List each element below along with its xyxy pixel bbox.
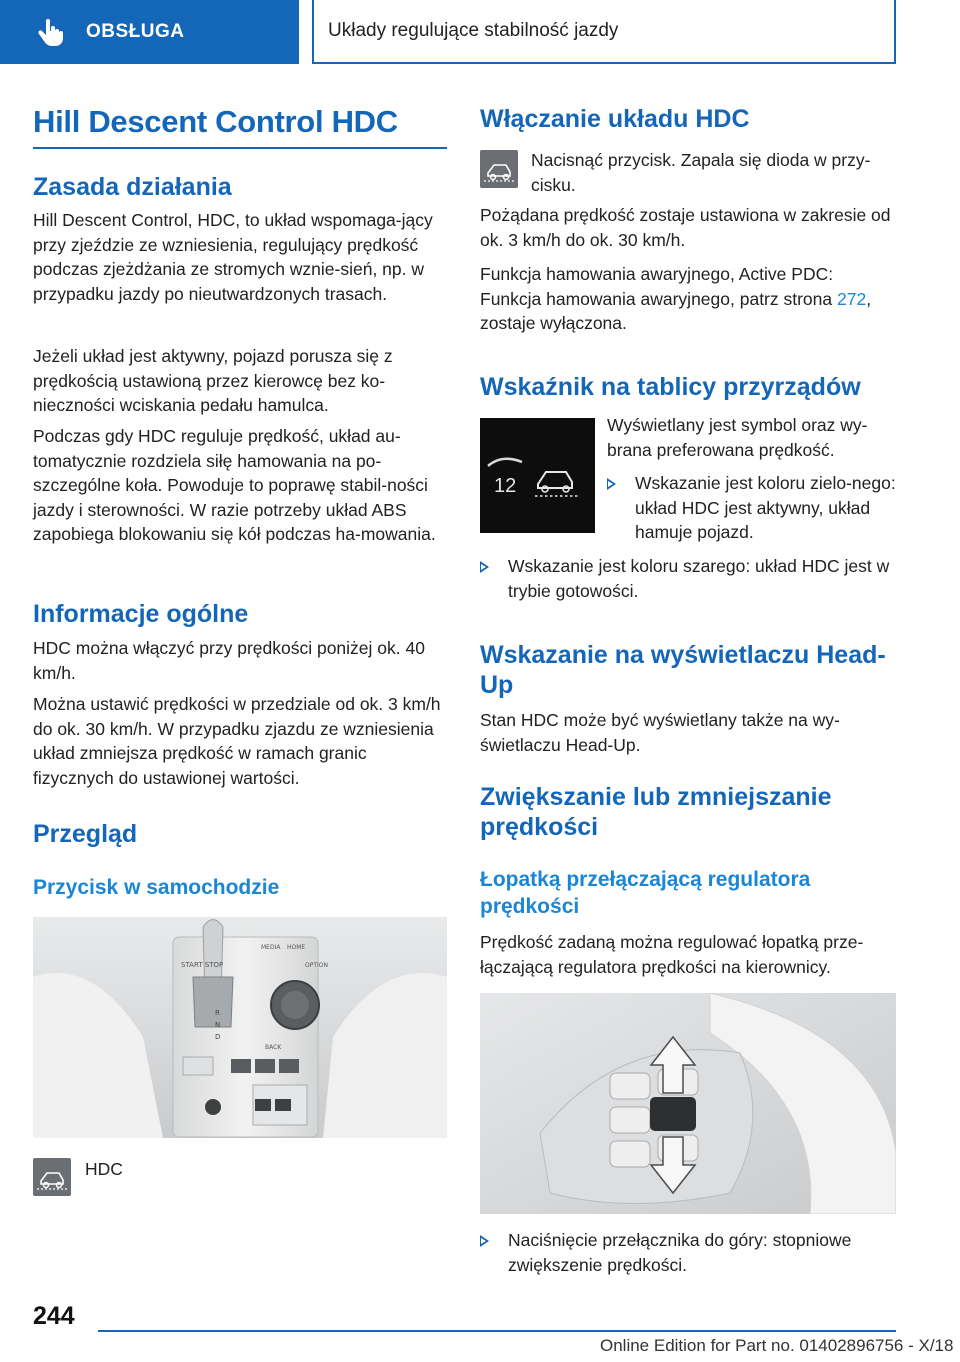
hdc-button-icon — [480, 150, 518, 188]
footer-rule — [98, 1330, 896, 1332]
para-zasada-3: Podczas gdy HDC reguluje prędkość, układ au-tomatycznie rozdziela siłę hamowania na po-szczególne koła. Powoduje to poprawę stabil-ności jazdy i sterowności. W razie potrzeby układ ABS zapobiega blokowaniu się kół podczas ha-mowania. — [33, 426, 436, 544]
console-label-media: MEDIA — [261, 944, 281, 951]
heading-przeglad: Przegląd — [33, 820, 138, 848]
para-wlaczanie-icon: Nacisnąć przycisk. Zapala się dioda w przy-cisku. — [531, 150, 871, 195]
chapter-title: Układy regulujące stabilność jazdy — [312, 0, 896, 64]
page-title: Hill Descent Control HDC — [33, 104, 398, 139]
para-zasada-1: Hill Descent Control, HDC, to układ wspomaga-jący przy zjeździe ze wzniesienia, regulujący prędkość podczas zjeżdżania ze stromych wznie-sień, np. w przypadku jazdy po nieutwardzonych trasach. — [33, 210, 433, 304]
hand-pointer-icon — [36, 17, 66, 47]
console-label-home: HOME — [287, 944, 306, 951]
para-info-2: Można ustawić prędkości w przedziale od ok. 3 km/h do ok. 30 km/h. W przypadku zjazdu ze wzniesienia układ zmniejsza prędkość w ramach granic fizycznych do ustawionej wartości. — [33, 694, 441, 788]
page-number: 244 — [33, 1302, 75, 1330]
section-label: OBSŁUGA — [86, 21, 185, 42]
console-label-n: N — [215, 1021, 221, 1029]
instrument-cluster-display — [480, 418, 595, 533]
heading-headup: Wskazanie na wyświetlaczu Head-Up — [480, 641, 886, 699]
heading-zwiekszanie: Zwiększanie lub zmniejszanie prędkości — [480, 783, 832, 841]
title-rule — [33, 147, 447, 149]
bullet-green: Wskazanie jest koloru zielo-nego: układ HDC jest aktywny, układ hamuje pojazd. — [607, 471, 896, 545]
section-tab[interactable] — [0, 0, 299, 64]
steering-wheel-rocker-image — [480, 993, 896, 1214]
bullet-arrow-icon — [480, 561, 489, 573]
console-label-d: D — [215, 1033, 221, 1041]
para-headup: Stan HDC może być wyświetlany także na wy-świetlaczu Head-Up. — [480, 710, 840, 755]
para-wskaznik: Wyświetlany jest symbol oraz wy-brana preferowana prędkość. — [607, 415, 868, 460]
para-zasada-2: Jeżeli układ jest aktywny, pojazd porusza się z prędkością ustawioną przez kierowcę bez ko-nieczności wciskania pedału hamulca. — [33, 346, 393, 415]
display-speed: 12 — [494, 475, 517, 497]
heading-wskaznik: Wskaźnik na tablicy przyrządów — [480, 373, 861, 401]
center-console-image — [33, 917, 447, 1138]
subheading-lopatka: Łopatką przełączającą regulatora prędkości — [480, 868, 811, 918]
heading-wlaczanie: Włączanie układu HDC — [480, 105, 750, 133]
para-wlaczanie-2: Funkcja hamowania awaryjnego, Active PDC: Funkcja hamowania awaryjnego, patrz strona 272, zostaje wyłączona. — [480, 264, 872, 333]
para-info-1: HDC można włączyć przy prędkości poniżej ok. 40 km/h. — [33, 638, 425, 683]
para-wlaczanie-1: Pożądana prędkość zostaje ustawiona w zakresie od ok. 3 km/h do ok. 30 km/h. — [480, 205, 891, 250]
para-lopatka: Prędkość zadaną można regulować łopatką prze-łączającą regulatora prędkości na kierownicy. — [480, 932, 864, 977]
heading-zasada: Zasada działania — [33, 173, 232, 201]
footer-edition: Online Edition for Part no. 01402896756 - X/18 — [600, 1336, 954, 1355]
console-label-r: R — [215, 1009, 220, 1017]
bullet-arrow-icon — [480, 1235, 489, 1247]
hdc-button-icon — [33, 1158, 71, 1196]
console-label-option: OPTION — [305, 962, 328, 969]
subheading-przycisk: Przycisk w samochodzie — [33, 876, 280, 899]
heading-informacje: Informacje ogólne — [33, 600, 249, 628]
bullet-increase: Naciśnięcie przełącznika do góry: stopniowe zwiększenie prędkości. — [480, 1228, 896, 1277]
bullet-gray: Wskazanie jest koloru szarego: układ HDC jest w trybie gotowości. — [480, 554, 896, 603]
bullet-arrow-icon — [607, 478, 616, 490]
hdc-caption: HDC — [85, 1159, 123, 1179]
console-label-back: BACK — [265, 1044, 282, 1051]
console-label-start-stop: START STOP — [181, 961, 224, 969]
page-link-272[interactable]: 272 — [837, 288, 867, 309]
